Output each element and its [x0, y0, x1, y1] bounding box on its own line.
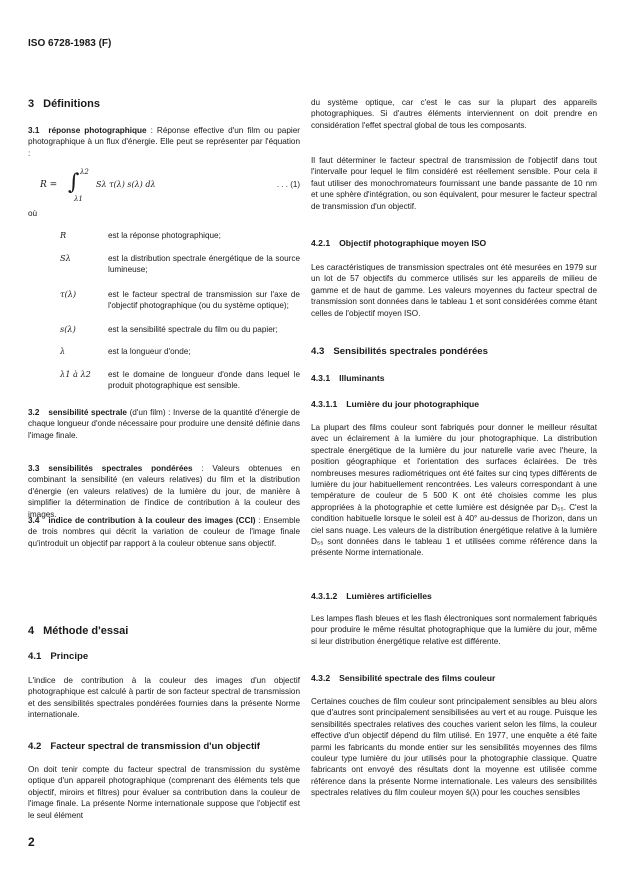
section-title: Principe	[50, 651, 89, 662]
section-title: Objectif photographique moyen ISO	[339, 238, 487, 248]
section-title: Illuminants	[339, 373, 385, 383]
definition-list-item	[60, 230, 300, 242]
symbol-description: est la distribution spectrale énergétique de la source lumineuse;	[108, 254, 300, 275]
definition-3-1	[28, 125, 300, 159]
equation-1	[40, 170, 300, 202]
section-number: 4.3	[311, 346, 325, 357]
section-number: 4.1	[28, 651, 42, 662]
section-title: Facteur spectral de transmission d'un objectif	[50, 741, 261, 752]
section-4-2-paragraph-2: Il faut déterminer le facteur spectral de transmission de l'objectif dans tout l'intervalle pour lequel le film considéré est réellement sensible. Pour cela il faut utiliser des monochromateurs fournissant une bande passante de 10 nm et une sphère d'intégration, ou son équivalent, pour mesurer le facteur spectral de transmission d'un objectif.	[311, 156, 597, 211]
section-4-3-1-heading	[311, 373, 385, 383]
section-3-heading	[28, 98, 100, 110]
definition-text: (d'un film) : Inverse de la quantité d'énergie de chaque longueur d'onde nécessaire pour produire une densité définie dans l'image finale.	[28, 408, 300, 440]
section-title: Lumières artificielles	[346, 591, 432, 601]
definition-term: réponse photographique	[48, 126, 147, 135]
definition-3-4	[28, 515, 300, 549]
section-4-3-1-1-text: La plupart des films couleur sont fabriqués pour donner le meilleur résultat avec un éclairement à la lumière du jour photographique. La distribution spectrale énergétique de la lumière du jour naturelle varie avec l'heure, la position géographique et l'orientation des surfaces éclairées. De très nombreuses mesures radiométriques ont été faites sur cinq types différents de lumière du jour habituellement rencontrées. Les valeurs correspondant à une température de couleur de 5 500 K ont été choisies comme les plus appropriées à la photographie et cette lumière est désignée par D₅₅. C'est la condition habituelle lorsque le soleil est à 40° au-dessus de l'horizon, dans un ciel sans nuage. Les valeurs de la distribution énergétique relative à la lumière D₅₅ sont données dans le tableau 1 et utilisées comme référence dans la présente Norme internationale.	[311, 423, 597, 558]
definition-text: : Ensemble de trois nombres qui décrit la variation de couleur de l'image finale qu'introduit un objectif par rapport à la couleur obtenue sans objectif.	[28, 516, 300, 548]
section-4-2-1-heading	[311, 238, 486, 248]
integral-lower-bound: λ1	[74, 195, 83, 203]
definition-3-2	[28, 407, 300, 441]
section-4-3-1-2-heading	[311, 591, 432, 601]
equation-number: . . . (1)	[276, 180, 300, 189]
definition-number: 3.3	[28, 464, 40, 473]
section-4-3-1-2-text: Les lampes flash bleues et les flash électroniques sont normalement fabriqués pour produire le même résultat photographique que la lumière du jour, même si leur distribution énergétique relative est différente.	[311, 614, 597, 646]
equation-body: Sλ τ(λ) s(λ) dλ	[96, 180, 156, 189]
symbol: λ1 à λ2	[60, 369, 91, 379]
section-number: 4.3.1.2	[311, 591, 338, 601]
section-number: 4.3.1	[311, 373, 331, 383]
section-title: Définitions	[43, 98, 100, 110]
definition-term: indice de contribution à la couleur des images (CCI)	[48, 516, 256, 525]
symbol: s(λ)	[60, 324, 76, 334]
section-4-1-text: L'indice de contribution à la couleur des images d'un objectif photographique est calculé à partir de son facteur spectral de transmission et des sensibilités spectrales pondérées fournies dans la présente Norme internationale.	[28, 676, 300, 720]
section-number: 4.3.1.1	[311, 399, 338, 409]
section-4-3-1-1-heading	[311, 399, 479, 409]
section-number: 4.2.1	[311, 238, 331, 248]
document-id-header: ISO 6728-1983 (F)	[28, 38, 112, 49]
definition-number: 3.2	[28, 408, 40, 417]
symbol: τ(λ)	[60, 289, 77, 299]
section-title: Méthode d'essai	[43, 625, 129, 637]
equation-lhs: R =	[40, 180, 58, 190]
symbol: R	[60, 230, 67, 240]
definition-term: sensibilité spectrale	[48, 408, 127, 417]
page-number: 2	[28, 835, 35, 849]
section-4-3-2-text: Certaines couches de film couleur sont principalement sensibles au bleu alors que d'autres sont principalement sensibilisées au vert et au rouge. Puisque les sensibilités spectrales relatives des couches varient selon les films, la couleur effective d'un objectif dépend du film utilisé. En 1977, une enquête a été faite parmi les fabricants du monde entier sur les sensibilités moyennes des films couleur type lumière du jour utilisés pour la photographie classique. Quatre fabricants ont envoyé des résultats dont la moyenne est utilisée comme référence dans la présente Norme internationale. Les valeurs des sensibilités spectrales relatives du film couleur moyen s̄(λ) pour les couches sensibles	[311, 697, 597, 798]
symbol: Sλ	[60, 253, 71, 263]
section-4-1-heading	[28, 651, 88, 662]
symbol-description: est la réponse photographique;	[108, 231, 221, 240]
definition-list-item	[60, 253, 300, 277]
section-4-3-heading	[311, 346, 488, 357]
definition-number: 3.4	[28, 516, 40, 525]
section-4-2-heading	[28, 741, 260, 752]
section-title: Lumière du jour photographique	[346, 399, 480, 409]
symbol: λ	[60, 346, 66, 356]
section-title: Sensibilités spectrales pondérées	[333, 346, 488, 357]
section-4-2-1-text: Les caractéristiques de transmission spectrales ont été mesurées en 1979 sur un lot de 57 objectifs du commerce utilisés sur les appareils de milieu de gamme et de haut de gamme. Les valeurs moyennes du facteur spectral de transmission sont données dans le tableau 1 et sont considérées comme étant celles de l'objectif moyen ISO.	[311, 263, 597, 318]
definition-text: : Valeurs obtenues en combinant la sensibilité (en valeurs relatives) du film et la distribution d'énergie (en valeurs relatives) de la lumière du jour, de manière à simplifier la détermination de l'indice de contribution à la couleur des images.	[28, 464, 300, 519]
definition-3-3	[28, 463, 300, 520]
section-number: 4.3.2	[311, 673, 331, 683]
symbol-description: est le domaine de longueur d'onde dans lequel le produit photographique est sensible.	[108, 370, 300, 391]
definition-list-item	[60, 324, 300, 336]
symbol-description: est la longueur d'onde;	[108, 347, 191, 356]
section-title: Sensibilité spectrale des films couleur	[339, 673, 496, 683]
symbol-description: est la sensibilité spectrale du film ou du papier;	[108, 325, 278, 334]
integral-upper-bound: λ2	[80, 168, 89, 176]
section-4-heading	[28, 625, 128, 637]
section-4-2-text: On doit tenir compte du facteur spectral de transmission du système optique d'un appareil photographique (comprenant des éléments tels que objectif, miroirs et filtres) pour évaluer sa contribution dans la couleur de l'image finale. La présente Norme internationale suppose que l'objectif est le seul élément	[28, 765, 300, 820]
definition-list-item	[60, 346, 300, 358]
section-4-2-continued: du système optique, car c'est le cas sur la plupart des appareils photographiques. Si d'autres éléments interviennent on doit prendre en considération l'effet spectral global de tous les composants.	[311, 98, 597, 130]
where-label: où	[28, 209, 38, 218]
definition-number: 3.1	[28, 126, 40, 135]
definition-text: : Réponse effective d'un film ou papier photographique à un flux d'énergie. Elle peut se représenter par l'équation :	[28, 126, 300, 158]
section-number: 3	[28, 98, 35, 110]
definition-term: sensibilités spectrales pondérées	[48, 464, 193, 473]
definition-list-item	[60, 369, 300, 393]
section-number: 4.2	[28, 741, 42, 752]
integral-sign: ∫	[68, 170, 80, 195]
definition-list-item	[60, 289, 300, 313]
section-number: 4	[28, 625, 35, 637]
symbol-description: est le facteur spectral de transmission sur l'axe de l'objectif photographique (ou du système optique);	[108, 290, 300, 311]
section-4-3-2-heading	[311, 673, 495, 683]
